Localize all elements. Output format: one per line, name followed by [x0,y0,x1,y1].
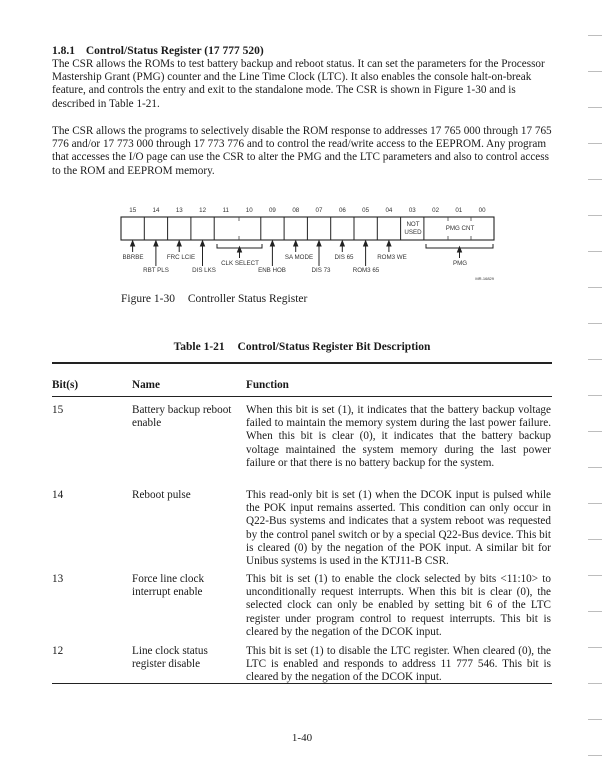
margin-tick [588,647,602,648]
section-title: Control/Status Register (17 777 520) [85,45,264,57]
label-sa-mode: SA MODE [284,254,314,261]
bit-number: 01 [455,207,463,214]
table-bottom-rule [52,683,552,684]
figure-caption-text: Controller Status Register [187,293,308,305]
bit-number: 15 [129,207,137,214]
margin-tick [588,467,602,468]
label-dis-73: DIS 73 [311,267,331,274]
table-header-rule [52,396,552,397]
bit-number: 04 [385,207,393,214]
margin-tick [588,575,602,576]
bit-number: 09 [268,207,276,214]
label-enb-hob: ENB HOB [258,267,286,274]
margin-tick [588,359,602,360]
label-bbrbe: BBRBE [122,254,144,261]
table-title [0,341,604,353]
margin-tick [588,503,602,504]
register-diagram [0,0,604,300]
row-name: Battery backup reboot enable [132,404,232,430]
row-function: This bit is set (1) to disable the LTC register. When cleared (0), the LTC is enabled and responds to address 11 777 546. This bit is cleared by the negation of the DCOK input. [246,645,551,684]
table-top-rule [52,362,552,364]
page-number: 1-40 [291,732,313,744]
row-function: When this bit is set (1), it indicates that the battery backup voltage failed to maintain the memory system during the last power failure. When this bit is clear (0), it indicates that the battery backup voltage maintained the system memory during the last power failure or that there is no battery backup for the system. [246,404,551,469]
margin-tick [588,215,602,216]
bit-number: 02 [432,207,440,214]
bit-number: 08 [292,207,300,214]
bit-number-row [129,207,486,214]
row-bit: 13 [52,573,64,585]
row-bit: 12 [52,645,64,657]
bit-number: 11 [222,207,230,214]
row-name: Reboot pulse [132,489,191,501]
label-rom3-we: ROM3 WE [377,254,407,261]
row-name: Force line clock interrupt enable [132,573,205,599]
section-number: 1.8.1 [52,45,75,57]
figure-number: Figure 1-30 [121,293,175,305]
table-title-text: Control/Status Register Bit Description [237,341,431,353]
margin-tick [588,71,602,72]
field-pmg-cnt: PMG CNT [445,225,475,232]
margin-tick [588,683,602,684]
bit-number: 13 [175,207,183,214]
bit-number: 00 [478,207,486,214]
field-not-used-2: USED [404,229,422,236]
row-bit: 14 [52,489,64,501]
label-dis-65: DIS 65 [334,254,354,261]
access-paragraph: The CSR allows the programs to selectively disable the ROM response to addresses 17 765 000 through 17 765 776 and/or 17 773 000 through 17 773 776 and to control the read/write access to the EEPROM. Any program that accesses the I/O page can use the CSR to alter the PMG and the LTC parameters and also to control access to the ROM and EEPROM memory. [52,125,552,177]
header-bits: Bit(s) [52,379,79,391]
row-bit: 15 [52,404,64,416]
field-not-used: NOT [406,221,420,228]
label-pmg: PMG [452,260,468,267]
label-clk-select: CLK SELECT [221,260,259,267]
bit-number: 06 [338,207,346,214]
bit-number: 12 [199,207,207,214]
bit-number: 03 [408,207,416,214]
label-rbt-pls: RBT PLS [143,267,169,274]
bit-number: 10 [245,207,253,214]
row-function: This read-only bit is set (1) when the DCOK input is pulsed while the POK input remains asserted. This condition can only occur in Q22-Bus systems and indicates that a system reboot was requested by the control panel switch or by a special Q22-Bus device. This bit is cleared (0) by the negation of the POK input. A similar bit for Unibus systems is used in the KTJ11-B CSR. [246,489,551,568]
table-number: Table 1-21 [173,341,225,353]
bit-number: 07 [315,207,323,214]
margin-tick [588,431,602,432]
margin-tick [588,251,602,252]
margin-tick [588,179,602,180]
figure-caption [121,293,307,305]
bit-number: 05 [362,207,370,214]
label-rom3-65: ROM3 65 [352,267,380,274]
margin-tick [588,35,602,36]
row-name: Line clock status register disable [132,645,208,671]
label-dis-lks: DIS LKS [192,267,216,274]
figure-id: MR-16829 [475,276,494,281]
intro-paragraph: The CSR allows the ROMs to test battery backup and reboot status. It can set the parameters for the Processor Mastership Grant (PMG) counter and the Line Time Clock (LTC). It also enables the console halt-on-break feature, and controls the entry and exit to the standalone mode. The CSR is shown in Figure 1-30 and is described in Table 1-21. [52,58,545,110]
margin-tick [588,323,602,324]
header-function: Function [246,379,289,391]
margin-tick [588,755,602,756]
row-function: This bit is set (1) to enable the clock selected by bits <11:10> to unconditionally request interrupts. When this bit is clear (0), the selected clock can only be enabled by setting bit 6 of the LTC register under program control to request interrupts. This bit is cleared by the negation of the DCOK input. [246,573,551,638]
margin-tick [588,539,602,540]
label-frc-lcie: FRC LCIE [166,254,196,261]
bit-number: 14 [152,207,160,214]
margin-tick [588,719,602,720]
margin-tick [588,143,602,144]
margin-tick [588,107,602,108]
margin-tick [588,611,602,612]
margin-tick [588,287,602,288]
header-name: Name [132,379,160,391]
margin-tick [588,395,602,396]
